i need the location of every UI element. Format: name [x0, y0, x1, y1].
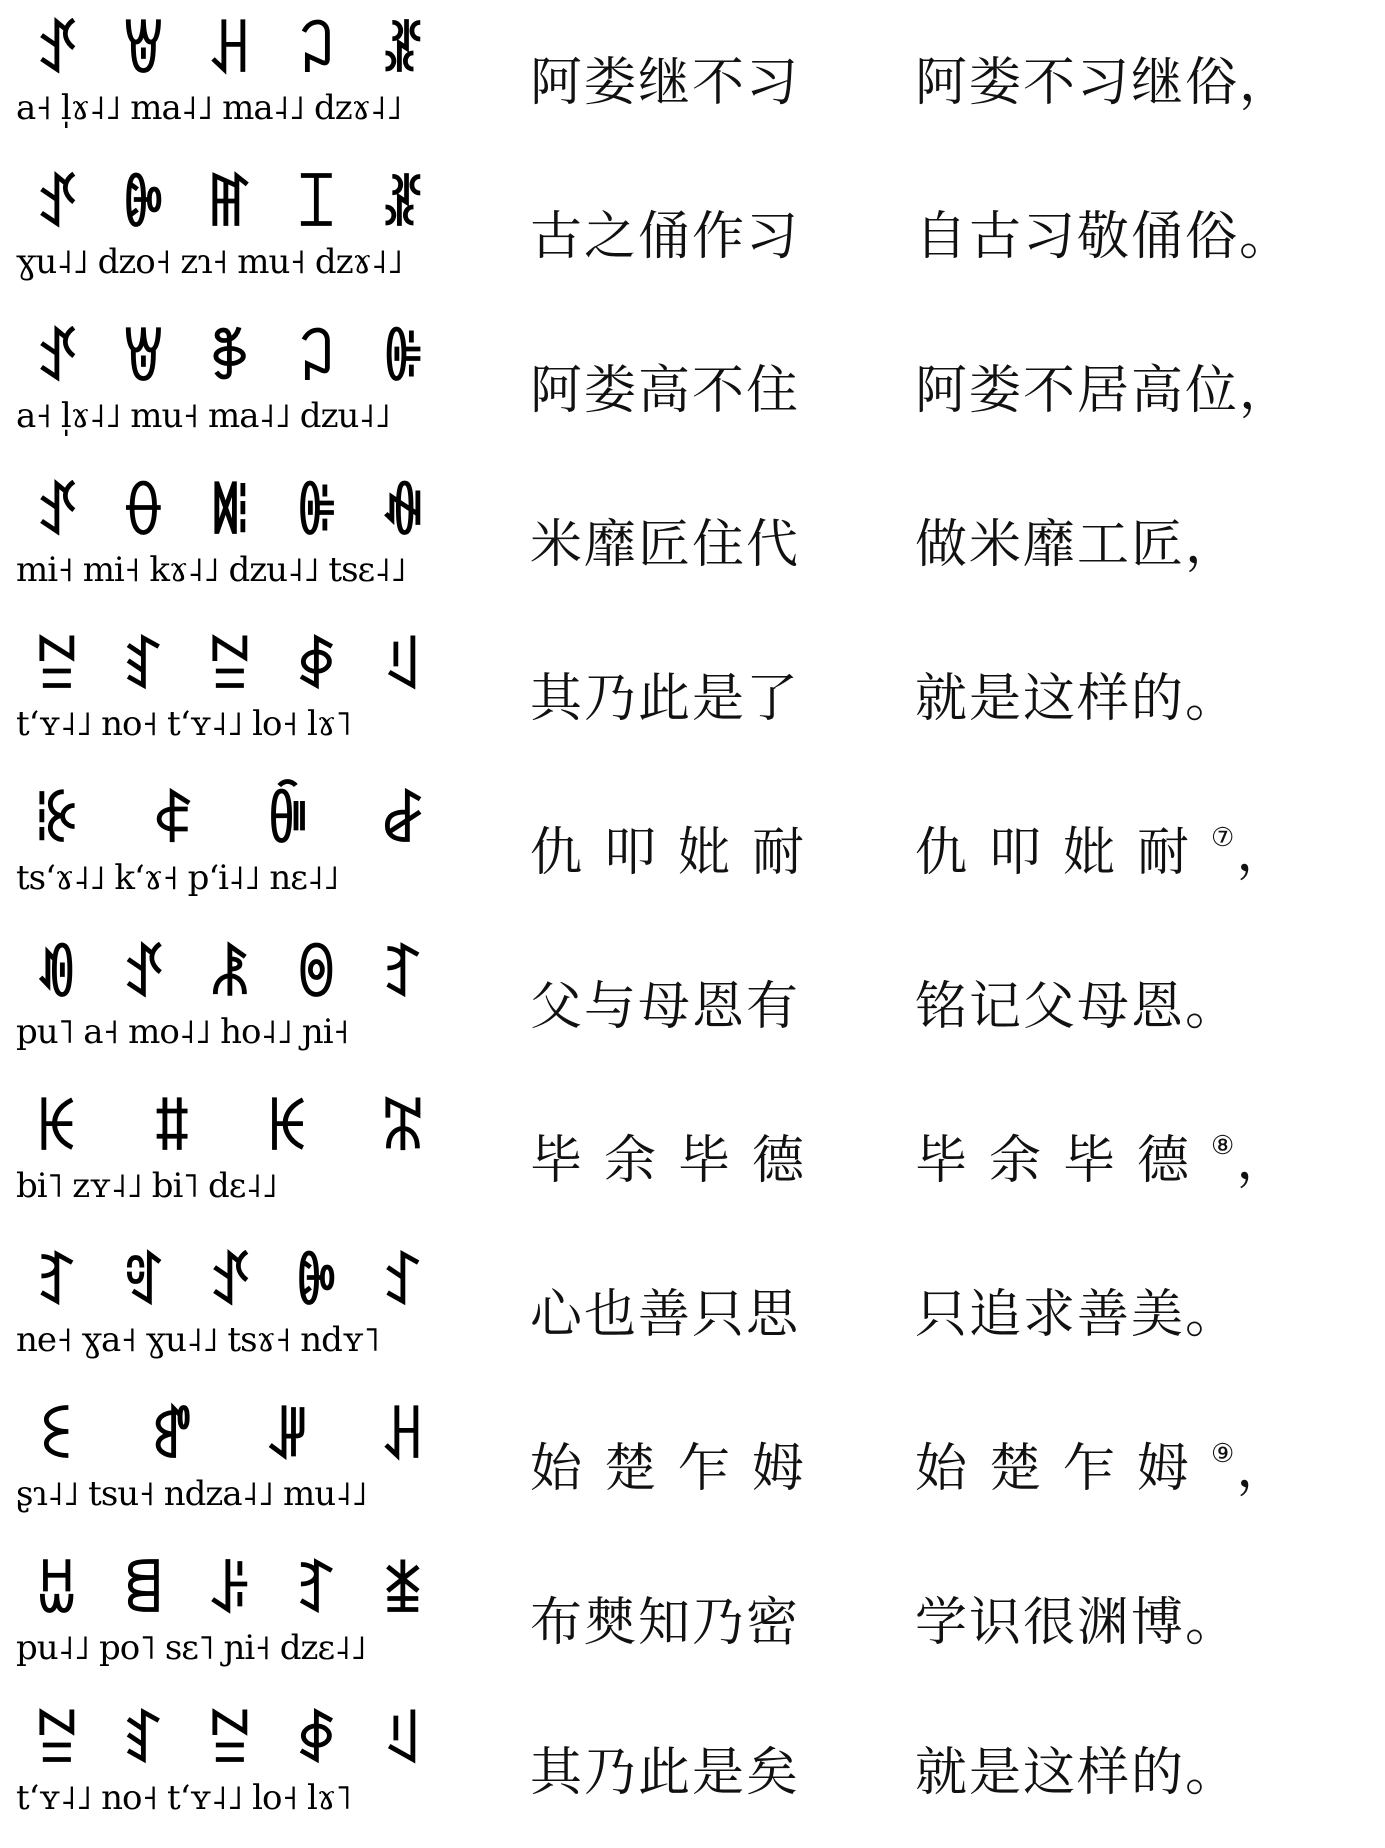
yi-text-block — [10, 1240, 450, 1370]
yi-text-block — [10, 470, 450, 600]
yi-glyph: ꇉ — [293, 1707, 340, 1775]
yi-glyph: ꀘ — [34, 1095, 80, 1163]
yi-glyph: ꇐ — [120, 17, 167, 85]
yi-glyph: ꆹ — [380, 1707, 426, 1775]
footnote-marker: ⑦ — [1211, 823, 1237, 853]
free-translation-text: 铭记父母恩。 — [915, 977, 1240, 1037]
yi-text-block — [10, 624, 450, 754]
verse-row — [0, 4, 1385, 158]
yi-glyph: ꂵ — [207, 171, 253, 239]
verse-row — [0, 466, 1385, 620]
verse-row — [0, 774, 1385, 928]
yi-glyph: ꀑ — [34, 941, 80, 1009]
ipa-transcription: ne˧ ɣa˧ ɣu˨˩ tsɤ˧ ndʏ˥ — [16, 1320, 379, 1360]
yi-glyph: ꉘ — [380, 1249, 426, 1317]
yi-glyph: ꍗ — [149, 1403, 195, 1471]
free-translation — [915, 194, 1293, 269]
verse-row — [0, 1082, 1385, 1236]
yi-text-block — [10, 8, 450, 138]
yi-glyph: ꄓ — [380, 1095, 426, 1163]
yi-glyph: ꆈ — [34, 1249, 80, 1317]
verse-row — [0, 1390, 1385, 1544]
yi-glyph-line — [10, 1086, 450, 1164]
ipa-transcription: bi˥ zʏ˨˩ bi˥ dɛ˨˩ — [16, 1166, 277, 1206]
yi-glyph: ꊂ — [207, 633, 253, 701]
punctuation: ， — [1236, 823, 1291, 883]
yi-glyph: ꃅ — [380, 1403, 426, 1471]
footnote-marker: ⑨ — [1211, 1439, 1237, 1469]
yi-glyph-line — [10, 1548, 450, 1626]
literal-translation: 毕余毕德 — [530, 1131, 827, 1191]
yi-text-block — [10, 778, 450, 908]
ipa-transcription: a˧ l̩ɤ˨˩ ma˨˩ ma˨˩ dzɤ˨˩ — [16, 88, 402, 128]
yi-glyph: ꂿ — [207, 941, 253, 1009]
yi-glyph-line — [10, 778, 450, 856]
free-translation-text: 仇叩妣耐 — [915, 823, 1212, 883]
free-translation — [915, 1272, 1239, 1347]
literal-translation: 阿娄继不习 — [530, 53, 801, 113]
free-translation-text: 只追求善美。 — [915, 1285, 1240, 1345]
literal-translation: 父与母恩有 — [530, 977, 801, 1037]
verse-row — [0, 620, 1385, 774]
yi-glyph-line — [10, 1394, 450, 1472]
yi-glyph: ꀋ — [120, 941, 167, 1009]
punctuation: ， — [1236, 1131, 1291, 1191]
yi-glyph: ꀋ — [34, 479, 80, 547]
verse-row — [0, 1236, 1385, 1390]
yi-glyph: ꌠ — [207, 1557, 253, 1625]
yi-glyph: ꃅ — [207, 17, 253, 85]
yi-glyph: ꎼ — [265, 1403, 311, 1471]
yi-glyph: ꈉ — [149, 787, 195, 855]
yi-glyph-line — [10, 162, 450, 240]
free-translation-text: 就是这样的。 — [915, 669, 1240, 729]
yi-glyph-line — [10, 1240, 450, 1318]
yi-text-block — [10, 1698, 450, 1828]
yi-glyph: ꏂ — [34, 1403, 80, 1471]
yi-text-block — [10, 162, 450, 292]
yi-glyph: ꐊ — [120, 171, 167, 239]
yi-text-block — [10, 1394, 450, 1524]
yi-glyph: ꀠ — [34, 1557, 80, 1625]
yi-glyph: ꁧ — [380, 1557, 426, 1625]
ipa-transcription: tʻʏ˨˩ no˧ tʻʏ˨˩ lo˧ lɤ˥ — [16, 1778, 351, 1818]
free-translation-text: 学识很渊博。 — [915, 1593, 1240, 1653]
yi-glyph: ꊿ — [380, 479, 426, 547]
free-translation-text: 就是这样的。 — [915, 1743, 1240, 1803]
yi-glyph: ꆈ — [380, 941, 426, 1009]
yi-text-block — [10, 1548, 450, 1678]
yi-glyph: ꆀ — [380, 787, 426, 855]
yi-glyph: ꀤ — [293, 171, 340, 239]
free-translation — [915, 1426, 1290, 1501]
punctuation: ， — [1236, 1439, 1291, 1499]
yi-glyph-line — [10, 932, 450, 1010]
free-translation — [915, 964, 1239, 1039]
literal-translation: 阿娄高不住 — [530, 361, 801, 421]
ipa-transcription: tsʻɤ˨˩ kʻɤ˧ pʻi˨˩ nɛ˨˩ — [16, 858, 339, 898]
yi-glyph: ꍳ — [293, 479, 340, 547]
yi-glyph: ꐻ — [207, 479, 253, 547]
free-translation — [915, 348, 1293, 423]
yi-glyph: ꑽ — [120, 1249, 167, 1317]
yi-glyph: ꂷ — [120, 479, 167, 547]
literal-translation: 古之俑作习 — [530, 207, 801, 267]
yi-glyph: ꍳ — [380, 325, 426, 393]
free-translation-text: 始楚乍姆 — [915, 1439, 1212, 1499]
free-translation — [915, 1118, 1290, 1193]
literal-translation: 始楚乍姆 — [530, 1439, 827, 1499]
verse-row — [0, 1544, 1385, 1698]
free-translation — [915, 656, 1239, 731]
yi-glyph: ꀋ — [34, 171, 80, 239]
yi-glyph: ꇐ — [120, 325, 167, 393]
yi-glyph: ꀘ — [265, 1095, 311, 1163]
yi-text-block — [10, 316, 450, 446]
yi-glyph: ꃀ — [293, 17, 340, 85]
verse-row — [0, 312, 1385, 466]
yi-glyph: ꆹ — [380, 633, 426, 701]
literal-translation: 其乃此是了 — [530, 669, 801, 729]
literal-translation: 米靡匠住代 — [530, 515, 801, 575]
yi-glyph: ꁌ — [120, 1557, 167, 1625]
verse-row — [0, 1694, 1385, 1848]
free-translation — [915, 40, 1293, 115]
free-translation-text: 毕余毕德 — [915, 1131, 1212, 1191]
yi-text-block — [10, 932, 450, 1062]
free-translation-text: 阿娄不居高位， — [915, 361, 1294, 421]
yi-glyph-line — [10, 1698, 450, 1776]
yi-glyph-line — [10, 470, 450, 548]
yi-glyph: ꀋ — [34, 17, 80, 85]
free-translation-text: 自古习敬俑俗。 — [915, 207, 1294, 267]
yi-glyph: ꐊ — [293, 1249, 340, 1317]
free-translation — [915, 810, 1290, 885]
yi-glyph: ꀋ — [207, 1249, 253, 1317]
yi-glyph: ꆏ — [120, 633, 167, 701]
literal-translation: 布僰知乃密 — [530, 1593, 801, 1653]
free-translation-text: 阿娄不习继俗， — [915, 53, 1294, 113]
yi-glyph: ꐚ — [149, 1095, 195, 1163]
yi-glyph: ꊂ — [207, 1707, 253, 1775]
ipa-transcription: pu˥ a˧ mo˨˩ ho˨˩ ɲi˧ — [16, 1012, 349, 1052]
ipa-transcription: ɣu˨˩ dzo˧ zɿ˧ mu˧ dzɤ˨˩ — [16, 242, 403, 282]
literal-translation: 心也善只思 — [530, 1285, 801, 1345]
literal-translation: 其乃此是矣 — [530, 1743, 801, 1803]
yi-glyph-line — [10, 316, 450, 394]
yi-glyph: ꁬ — [380, 171, 426, 239]
verse-row — [0, 928, 1385, 1082]
free-translation — [915, 1580, 1239, 1655]
yi-glyph: ꀋ — [34, 325, 80, 393]
yi-glyph: ꀼ — [265, 787, 311, 855]
ipa-transcription: a˧ l̩ɤ˨˩ mu˧ ma˨˩ dzu˨˩ — [16, 396, 390, 436]
ipa-transcription: ʂɿ˨˩ tsu˧ ndza˨˩ mu˨˩ — [16, 1474, 367, 1514]
ipa-transcription: mi˧ mi˧ kɤ˨˩ dzu˨˩ tsɛ˨˩ — [16, 550, 406, 590]
yi-glyph: ꊂ — [34, 633, 80, 701]
yi-glyph: ꊭ — [34, 787, 80, 855]
yi-glyph: ꃀ — [293, 325, 340, 393]
yi-glyph: ꁬ — [380, 17, 426, 85]
yi-glyph-line — [10, 624, 450, 702]
ipa-transcription: tʻʏ˨˩ no˧ tʻʏ˨˩ lo˧ lɤ˥ — [16, 704, 351, 744]
yi-glyph: ꉻ — [293, 941, 340, 1009]
yi-glyph: ꆏ — [120, 1707, 167, 1775]
yi-glyph-line — [10, 8, 450, 86]
free-translation-text: 做米靡工匠， — [915, 515, 1240, 575]
free-translation — [915, 1730, 1239, 1805]
free-translation — [915, 502, 1239, 577]
yi-glyph: ꆈ — [293, 1557, 340, 1625]
footnote-marker: ⑧ — [1211, 1131, 1237, 1161]
yi-glyph: ꇉ — [293, 633, 340, 701]
yi-text-block — [10, 1086, 450, 1216]
verse-row — [0, 158, 1385, 312]
yi-glyph: ꊂ — [34, 1707, 80, 1775]
literal-translation: 仇叩妣耐 — [530, 823, 827, 883]
ipa-transcription: pu˨˩ po˥ sɛ˥ ɲi˧ dzɛ˨˩ — [16, 1628, 366, 1668]
yi-glyph: ꃆ — [207, 325, 253, 393]
